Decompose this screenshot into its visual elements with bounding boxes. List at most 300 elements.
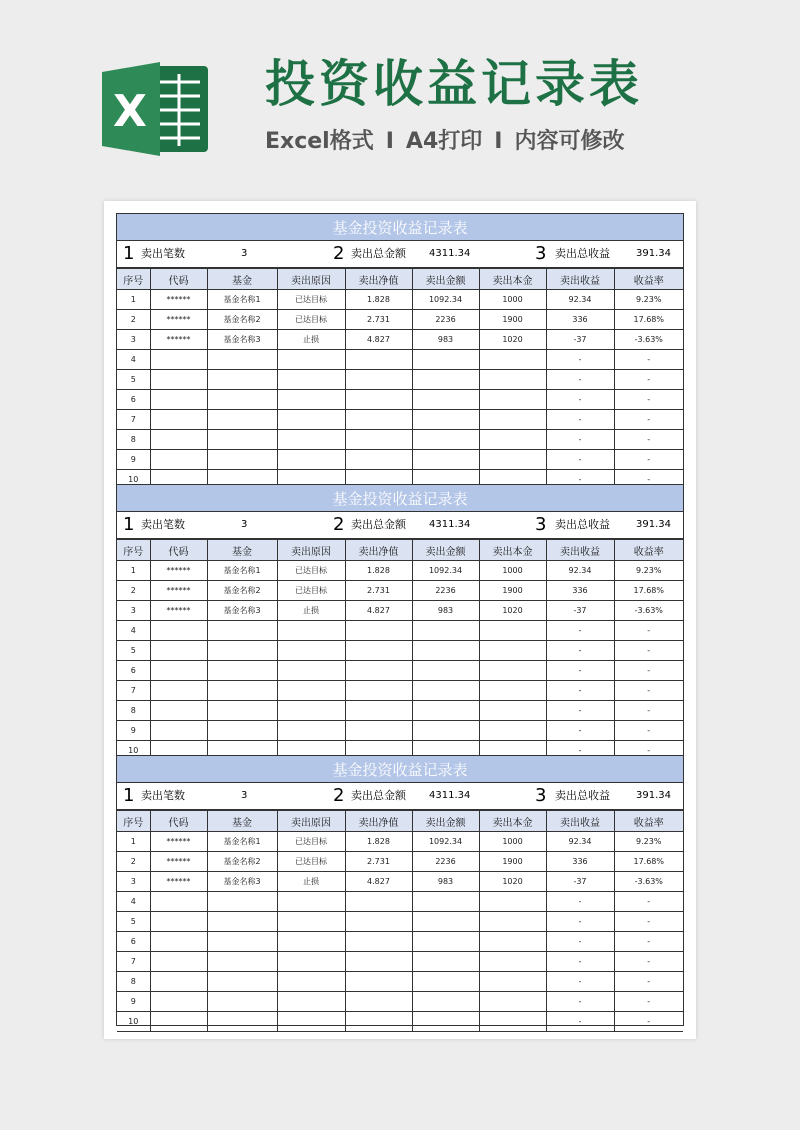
table-cell[interactable]: 1092.34 bbox=[412, 832, 479, 852]
table-cell[interactable] bbox=[345, 410, 412, 430]
table-cell[interactable]: 1900 bbox=[479, 310, 546, 330]
table-cell[interactable]: - bbox=[614, 410, 683, 430]
table-cell[interactable]: - bbox=[546, 992, 614, 1012]
table-cell[interactable] bbox=[150, 350, 207, 370]
table-cell[interactable]: 3 bbox=[117, 330, 150, 350]
record-block bbox=[116, 755, 684, 1026]
summary-index: 3 bbox=[535, 243, 547, 264]
table-cell[interactable] bbox=[479, 721, 546, 741]
table-cell[interactable]: 1020 bbox=[479, 872, 546, 892]
table-cell[interactable] bbox=[479, 992, 546, 1012]
table-cell[interactable] bbox=[412, 992, 479, 1012]
table-header-row bbox=[117, 269, 683, 290]
column-header: 基金 bbox=[207, 269, 277, 290]
table-cell[interactable]: 3 bbox=[117, 601, 150, 621]
table-cell[interactable] bbox=[277, 721, 345, 741]
table-cell[interactable] bbox=[479, 952, 546, 972]
table-cell[interactable] bbox=[479, 932, 546, 952]
table-cell[interactable]: 1 bbox=[117, 832, 150, 852]
table-cell[interactable]: 9.23% bbox=[614, 561, 683, 581]
table-cell[interactable]: 1 bbox=[117, 561, 150, 581]
table-cell[interactable]: - bbox=[546, 621, 614, 641]
table-cell[interactable] bbox=[412, 681, 479, 701]
table-cell[interactable]: ****** bbox=[150, 561, 207, 581]
table-cell[interactable] bbox=[150, 972, 207, 992]
table-cell[interactable]: 9 bbox=[117, 721, 150, 741]
column-header: 卖出金额 bbox=[412, 269, 479, 290]
column-header: 序号 bbox=[117, 811, 150, 832]
table-cell[interactable]: 1000 bbox=[479, 561, 546, 581]
table-cell[interactable] bbox=[412, 932, 479, 952]
table-cell[interactable]: 5 bbox=[117, 641, 150, 661]
table-row bbox=[117, 932, 683, 952]
table-cell[interactable]: - bbox=[614, 912, 683, 932]
table-row bbox=[117, 290, 683, 310]
table-cell[interactable]: - bbox=[546, 741, 614, 761]
table-cell[interactable] bbox=[277, 912, 345, 932]
table-cell[interactable] bbox=[150, 661, 207, 681]
table-cell[interactable]: 1 bbox=[117, 290, 150, 310]
table-cell[interactable] bbox=[277, 972, 345, 992]
table-cell[interactable]: - bbox=[614, 370, 683, 390]
table-row bbox=[117, 661, 683, 681]
table-cell[interactable] bbox=[479, 621, 546, 641]
table-cell[interactable] bbox=[345, 430, 412, 450]
table-cell[interactable]: 基金名称2 bbox=[207, 581, 277, 601]
table-cell[interactable]: - bbox=[546, 681, 614, 701]
table-cell[interactable]: 7 bbox=[117, 410, 150, 430]
table-cell[interactable]: 6 bbox=[117, 932, 150, 952]
column-header: 卖出原因 bbox=[277, 540, 345, 561]
table-cell[interactable]: ****** bbox=[150, 581, 207, 601]
table-cell[interactable] bbox=[412, 621, 479, 641]
table-row bbox=[117, 972, 683, 992]
table-cell[interactable] bbox=[345, 350, 412, 370]
table-cell[interactable]: ****** bbox=[150, 310, 207, 330]
table-cell[interactable] bbox=[277, 350, 345, 370]
table-row bbox=[117, 561, 683, 581]
table-cell[interactable]: 基金名称3 bbox=[207, 330, 277, 350]
summary-index: 3 bbox=[535, 514, 547, 535]
table-cell[interactable]: 17.68% bbox=[614, 310, 683, 330]
table-cell[interactable]: 2236 bbox=[412, 310, 479, 330]
table-cell[interactable] bbox=[277, 430, 345, 450]
table-cell[interactable] bbox=[345, 721, 412, 741]
table-cell[interactable]: - bbox=[546, 912, 614, 932]
table-cell[interactable]: - bbox=[546, 721, 614, 741]
table-cell[interactable]: - bbox=[614, 470, 683, 490]
table-cell[interactable] bbox=[479, 390, 546, 410]
table-cell[interactable] bbox=[277, 370, 345, 390]
column-header: 卖出收益 bbox=[546, 269, 614, 290]
table-cell[interactable]: - bbox=[614, 681, 683, 701]
table-cell[interactable]: 2236 bbox=[412, 852, 479, 872]
table-cell[interactable] bbox=[207, 621, 277, 641]
table-cell[interactable] bbox=[277, 932, 345, 952]
table-cell[interactable]: - bbox=[614, 932, 683, 952]
table-cell[interactable]: - bbox=[546, 701, 614, 721]
table-cell[interactable] bbox=[345, 932, 412, 952]
table-cell[interactable] bbox=[479, 430, 546, 450]
table-cell[interactable] bbox=[150, 1012, 207, 1032]
table-cell[interactable] bbox=[150, 892, 207, 912]
column-header: 收益率 bbox=[614, 540, 683, 561]
table-cell[interactable]: 17.68% bbox=[614, 581, 683, 601]
table-cell[interactable] bbox=[479, 450, 546, 470]
table-cell[interactable] bbox=[207, 390, 277, 410]
table-cell[interactable] bbox=[207, 410, 277, 430]
table-cell[interactable] bbox=[345, 892, 412, 912]
table-cell[interactable]: - bbox=[614, 390, 683, 410]
table-cell[interactable]: 已达目标 bbox=[277, 852, 345, 872]
table-cell[interactable]: 336 bbox=[546, 310, 614, 330]
table-cell[interactable]: - bbox=[546, 370, 614, 390]
table-cell[interactable]: ****** bbox=[150, 330, 207, 350]
table-cell[interactable] bbox=[207, 681, 277, 701]
table-cell[interactable] bbox=[207, 912, 277, 932]
table-cell[interactable]: 336 bbox=[546, 852, 614, 872]
table-cell[interactable]: 2.731 bbox=[345, 581, 412, 601]
table-cell[interactable]: - bbox=[614, 1012, 683, 1032]
table-cell[interactable] bbox=[150, 390, 207, 410]
table-cell[interactable]: - bbox=[546, 430, 614, 450]
table-cell[interactable] bbox=[479, 350, 546, 370]
table-cell[interactable]: ****** bbox=[150, 601, 207, 621]
table-cell[interactable] bbox=[345, 450, 412, 470]
table-cell[interactable]: 9 bbox=[117, 450, 150, 470]
record-table bbox=[117, 810, 683, 1032]
summary-index: 2 bbox=[333, 243, 345, 264]
summary-value: 3 bbox=[241, 790, 248, 801]
table-cell[interactable] bbox=[277, 952, 345, 972]
column-header: 序号 bbox=[117, 269, 150, 290]
table-cell[interactable]: 1020 bbox=[479, 601, 546, 621]
table-cell[interactable] bbox=[207, 1012, 277, 1032]
summary-value: 3 bbox=[241, 248, 248, 259]
table-row bbox=[117, 832, 683, 852]
table-cell[interactable]: - bbox=[546, 661, 614, 681]
table-cell[interactable] bbox=[277, 641, 345, 661]
table-cell[interactable]: 983 bbox=[412, 872, 479, 892]
table-cell[interactable]: 1900 bbox=[479, 581, 546, 601]
table-cell[interactable]: 9.23% bbox=[614, 290, 683, 310]
table-cell[interactable]: - bbox=[614, 350, 683, 370]
table-cell[interactable] bbox=[207, 972, 277, 992]
table-cell[interactable] bbox=[150, 681, 207, 701]
table-cell[interactable]: 1000 bbox=[479, 832, 546, 852]
table-cell[interactable] bbox=[412, 661, 479, 681]
table-cell[interactable]: 5 bbox=[117, 370, 150, 390]
table-cell[interactable] bbox=[207, 350, 277, 370]
table-cell[interactable]: - bbox=[614, 952, 683, 972]
table-cell[interactable]: ****** bbox=[150, 290, 207, 310]
table-cell[interactable] bbox=[479, 972, 546, 992]
table-cell[interactable]: - bbox=[546, 641, 614, 661]
table-cell[interactable]: 2236 bbox=[412, 581, 479, 601]
table-cell[interactable] bbox=[479, 641, 546, 661]
table-cell[interactable] bbox=[412, 450, 479, 470]
table-cell[interactable]: - bbox=[546, 1012, 614, 1032]
table-cell[interactable] bbox=[412, 410, 479, 430]
table-cell[interactable]: - bbox=[614, 701, 683, 721]
table-row bbox=[117, 390, 683, 410]
table-cell[interactable]: 2 bbox=[117, 310, 150, 330]
table-cell[interactable] bbox=[150, 450, 207, 470]
table-cell[interactable] bbox=[345, 952, 412, 972]
table-cell[interactable] bbox=[479, 701, 546, 721]
table-cell[interactable] bbox=[479, 370, 546, 390]
record-block bbox=[116, 484, 684, 755]
table-cell[interactable] bbox=[345, 641, 412, 661]
table-cell[interactable]: - bbox=[546, 350, 614, 370]
table-cell[interactable]: 2 bbox=[117, 581, 150, 601]
table-cell[interactable] bbox=[277, 450, 345, 470]
table-cell[interactable] bbox=[207, 992, 277, 1012]
table-cell[interactable]: 983 bbox=[412, 330, 479, 350]
table-cell[interactable]: 1.828 bbox=[345, 832, 412, 852]
table-cell[interactable] bbox=[479, 681, 546, 701]
table-cell[interactable]: 1092.34 bbox=[412, 290, 479, 310]
table-cell[interactable]: - bbox=[546, 892, 614, 912]
column-header: 收益率 bbox=[614, 811, 683, 832]
table-cell[interactable] bbox=[150, 430, 207, 450]
table-cell[interactable] bbox=[345, 992, 412, 1012]
table-cell[interactable] bbox=[412, 721, 479, 741]
table-cell[interactable]: 4 bbox=[117, 892, 150, 912]
table-cell[interactable] bbox=[207, 932, 277, 952]
table-cell[interactable] bbox=[345, 370, 412, 390]
table-cell[interactable]: 92.34 bbox=[546, 561, 614, 581]
table-cell[interactable]: 2.731 bbox=[345, 852, 412, 872]
table-cell[interactable]: 1092.34 bbox=[412, 561, 479, 581]
table-cell[interactable]: 983 bbox=[412, 601, 479, 621]
table-cell[interactable] bbox=[412, 370, 479, 390]
table-cell[interactable] bbox=[412, 390, 479, 410]
table-cell[interactable]: 已达目标 bbox=[277, 581, 345, 601]
table-row bbox=[117, 681, 683, 701]
table-cell[interactable]: -3.63% bbox=[614, 330, 683, 350]
column-header: 卖出金额 bbox=[412, 811, 479, 832]
table-cell[interactable]: 4.827 bbox=[345, 601, 412, 621]
table-cell[interactable]: 8 bbox=[117, 430, 150, 450]
table-cell[interactable] bbox=[207, 721, 277, 741]
table-cell[interactable] bbox=[345, 661, 412, 681]
table-cell[interactable]: ****** bbox=[150, 852, 207, 872]
table-cell[interactable]: - bbox=[546, 952, 614, 972]
table-cell[interactable]: 4.827 bbox=[345, 330, 412, 350]
table-cell[interactable]: 7 bbox=[117, 952, 150, 972]
summary-value: 391.34 bbox=[636, 248, 671, 259]
table-cell[interactable] bbox=[277, 892, 345, 912]
table-cell[interactable] bbox=[479, 892, 546, 912]
table-cell[interactable]: 6 bbox=[117, 390, 150, 410]
table-cell[interactable] bbox=[479, 912, 546, 932]
table-cell[interactable]: 已达目标 bbox=[277, 310, 345, 330]
table-cell[interactable] bbox=[277, 621, 345, 641]
table-cell[interactable]: - bbox=[546, 972, 614, 992]
table-cell[interactable]: 3 bbox=[117, 872, 150, 892]
table-cell[interactable] bbox=[412, 912, 479, 932]
table-cell[interactable] bbox=[479, 410, 546, 430]
table-cell[interactable]: - bbox=[546, 932, 614, 952]
table-cell[interactable] bbox=[345, 701, 412, 721]
table-cell[interactable] bbox=[412, 701, 479, 721]
table-cell[interactable]: 92.34 bbox=[546, 290, 614, 310]
table-cell[interactable] bbox=[345, 1012, 412, 1032]
table-cell[interactable] bbox=[150, 370, 207, 390]
table-cell[interactable]: 6 bbox=[117, 661, 150, 681]
table-cell[interactable] bbox=[150, 912, 207, 932]
table-cell[interactable] bbox=[207, 892, 277, 912]
table-cell[interactable]: 5 bbox=[117, 912, 150, 932]
column-header: 卖出金额 bbox=[412, 540, 479, 561]
table-cell[interactable]: - bbox=[614, 661, 683, 681]
table-cell[interactable] bbox=[150, 701, 207, 721]
table-cell[interactable]: - bbox=[614, 992, 683, 1012]
table-cell[interactable]: 1.828 bbox=[345, 290, 412, 310]
table-cell[interactable]: 7 bbox=[117, 681, 150, 701]
table-cell[interactable]: 止损 bbox=[277, 330, 345, 350]
page-subtitle bbox=[265, 128, 624, 156]
table-cell[interactable]: 已达目标 bbox=[277, 290, 345, 310]
table-cell[interactable] bbox=[150, 952, 207, 972]
table-cell[interactable] bbox=[277, 681, 345, 701]
table-cell[interactable] bbox=[345, 972, 412, 992]
column-header: 卖出净值 bbox=[345, 540, 412, 561]
table-cell[interactable] bbox=[345, 912, 412, 932]
table-cell[interactable] bbox=[277, 390, 345, 410]
table-cell[interactable]: - bbox=[546, 450, 614, 470]
table-cell[interactable]: 基金名称2 bbox=[207, 310, 277, 330]
table-cell[interactable] bbox=[277, 701, 345, 721]
table-cell[interactable]: 止损 bbox=[277, 872, 345, 892]
table-cell[interactable]: 基金名称3 bbox=[207, 872, 277, 892]
table-cell[interactable]: 基金名称1 bbox=[207, 561, 277, 581]
table-cell[interactable] bbox=[345, 621, 412, 641]
table-cell[interactable]: 9 bbox=[117, 992, 150, 1012]
table-cell[interactable]: - bbox=[614, 892, 683, 912]
table-cell[interactable]: 336 bbox=[546, 581, 614, 601]
table-cell[interactable] bbox=[412, 1012, 479, 1032]
table-cell[interactable]: - bbox=[614, 741, 683, 761]
table-cell[interactable]: -3.63% bbox=[614, 872, 683, 892]
table-cell[interactable] bbox=[479, 1012, 546, 1032]
table-cell[interactable] bbox=[412, 350, 479, 370]
column-header: 卖出净值 bbox=[345, 269, 412, 290]
table-cell[interactable]: 2.731 bbox=[345, 310, 412, 330]
table-cell[interactable] bbox=[345, 390, 412, 410]
table-cell[interactable]: 基金名称1 bbox=[207, 832, 277, 852]
table-cell[interactable]: 4 bbox=[117, 350, 150, 370]
table-row bbox=[117, 872, 683, 892]
table-cell[interactable]: 4 bbox=[117, 621, 150, 641]
table-cell[interactable] bbox=[207, 641, 277, 661]
table-header-row bbox=[117, 811, 683, 832]
table-row bbox=[117, 310, 683, 330]
table-cell[interactable]: - bbox=[614, 641, 683, 661]
summary-row bbox=[117, 512, 683, 539]
table-cell[interactable]: 基金名称2 bbox=[207, 852, 277, 872]
table-cell[interactable] bbox=[150, 621, 207, 641]
table-cell[interactable] bbox=[479, 661, 546, 681]
column-header: 代码 bbox=[150, 269, 207, 290]
table-cell[interactable]: - bbox=[614, 721, 683, 741]
table-cell[interactable]: 1900 bbox=[479, 852, 546, 872]
table-cell[interactable]: -3.63% bbox=[614, 601, 683, 621]
table-cell[interactable]: - bbox=[546, 410, 614, 430]
table-cell[interactable] bbox=[412, 952, 479, 972]
table-cell[interactable]: 92.34 bbox=[546, 832, 614, 852]
table-cell[interactable]: 17.68% bbox=[614, 852, 683, 872]
table-cell[interactable] bbox=[345, 681, 412, 701]
table-cell[interactable]: 基金名称3 bbox=[207, 601, 277, 621]
table-cell[interactable] bbox=[207, 430, 277, 450]
table-cell[interactable]: - bbox=[614, 450, 683, 470]
block-title: 基金投资收益记录表 bbox=[117, 213, 683, 241]
table-cell[interactable]: 10 bbox=[117, 1012, 150, 1032]
table-cell[interactable] bbox=[277, 1012, 345, 1032]
subtitle-separator: I bbox=[494, 129, 503, 154]
table-cell[interactable] bbox=[207, 952, 277, 972]
table-cell[interactable] bbox=[150, 641, 207, 661]
table-cell[interactable]: 1020 bbox=[479, 330, 546, 350]
column-header: 卖出本金 bbox=[479, 269, 546, 290]
table-cell[interactable]: 10 bbox=[117, 741, 150, 761]
table-cell[interactable] bbox=[412, 430, 479, 450]
table-cell[interactable] bbox=[150, 721, 207, 741]
summary-value: 391.34 bbox=[636, 519, 671, 530]
table-cell[interactable] bbox=[207, 701, 277, 721]
table-cell[interactable]: 2 bbox=[117, 852, 150, 872]
table-cell[interactable]: - bbox=[546, 470, 614, 490]
table-cell[interactable] bbox=[412, 892, 479, 912]
table-cell[interactable] bbox=[412, 641, 479, 661]
table-cell[interactable]: ****** bbox=[150, 832, 207, 852]
table-cell[interactable]: 已达目标 bbox=[277, 561, 345, 581]
table-cell[interactable]: 基金名称1 bbox=[207, 290, 277, 310]
table-cell[interactable] bbox=[150, 410, 207, 430]
table-cell[interactable]: -37 bbox=[546, 872, 614, 892]
table-cell[interactable]: 4.827 bbox=[345, 872, 412, 892]
table-cell[interactable]: 止损 bbox=[277, 601, 345, 621]
table-cell[interactable] bbox=[207, 450, 277, 470]
table-cell[interactable]: - bbox=[614, 430, 683, 450]
table-cell[interactable]: 8 bbox=[117, 701, 150, 721]
table-cell[interactable] bbox=[207, 370, 277, 390]
table-cell[interactable]: 9.23% bbox=[614, 832, 683, 852]
table-cell[interactable] bbox=[277, 661, 345, 681]
table-cell[interactable]: - bbox=[546, 390, 614, 410]
table-cell[interactable]: 8 bbox=[117, 972, 150, 992]
table-cell[interactable]: ****** bbox=[150, 872, 207, 892]
table-cell[interactable]: 10 bbox=[117, 470, 150, 490]
table-cell[interactable] bbox=[150, 992, 207, 1012]
table-cell[interactable] bbox=[277, 992, 345, 1012]
table-cell[interactable] bbox=[412, 972, 479, 992]
table-cell[interactable]: -37 bbox=[546, 601, 614, 621]
table-cell[interactable]: 1000 bbox=[479, 290, 546, 310]
subtitle-print: A4打印 bbox=[405, 129, 483, 154]
table-cell[interactable]: 1.828 bbox=[345, 561, 412, 581]
table-cell[interactable] bbox=[277, 410, 345, 430]
table-cell[interactable] bbox=[207, 661, 277, 681]
table-cell[interactable]: - bbox=[614, 621, 683, 641]
table-cell[interactable]: -37 bbox=[546, 330, 614, 350]
table-row bbox=[117, 852, 683, 872]
table-cell[interactable]: 已达目标 bbox=[277, 832, 345, 852]
table-cell[interactable]: - bbox=[614, 972, 683, 992]
table-cell[interactable] bbox=[150, 932, 207, 952]
